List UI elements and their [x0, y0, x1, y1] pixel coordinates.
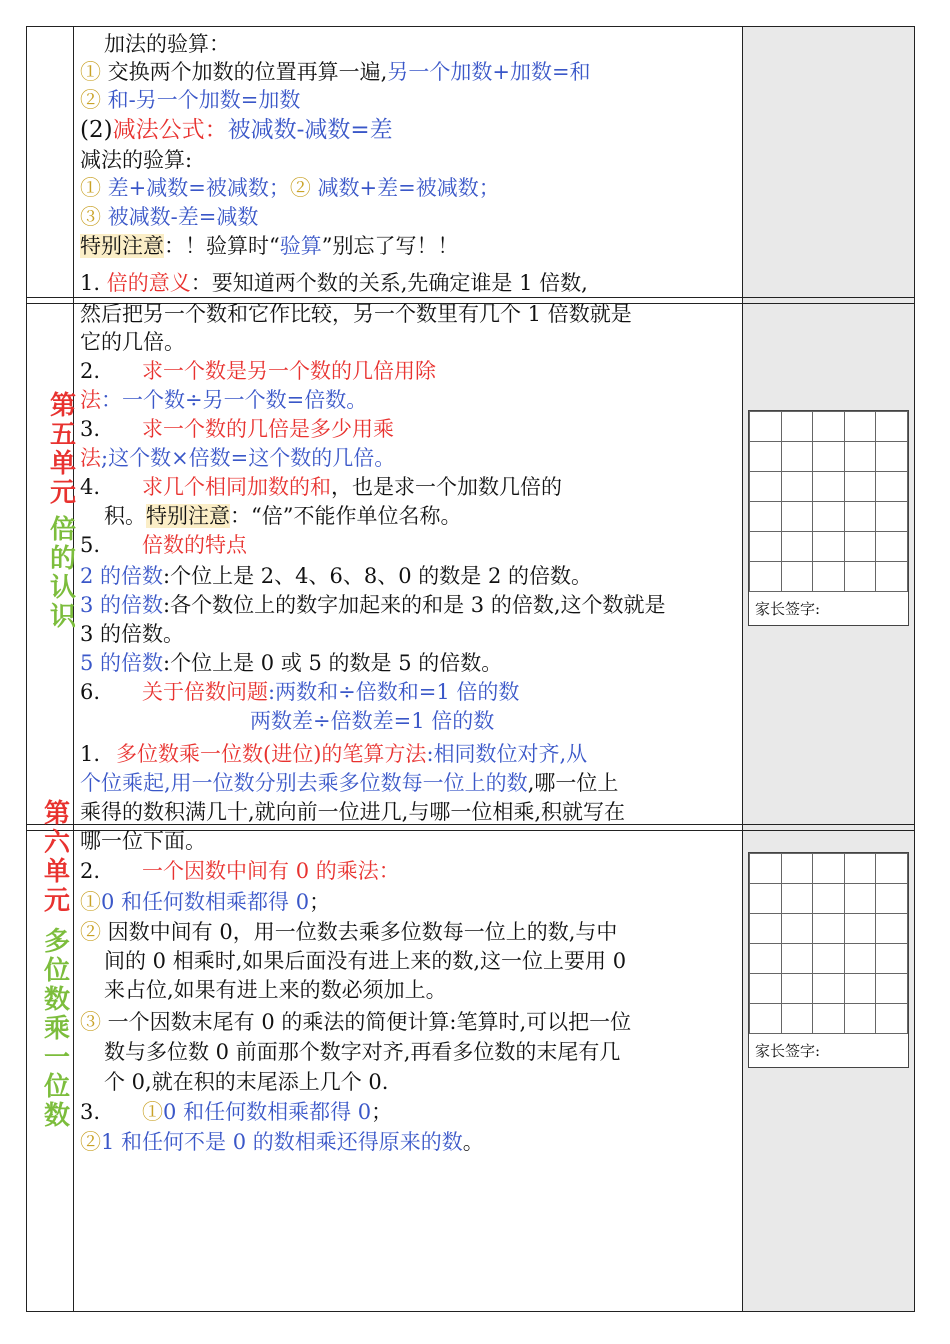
- number: 1.: [80, 742, 101, 766]
- verify-subtraction-heading: 减法的验算:: [80, 148, 193, 172]
- text: ；: [371, 1100, 393, 1124]
- formula: 减数+差=被减数；: [310, 176, 500, 200]
- circled-number: ③: [80, 205, 101, 229]
- label: 法: [80, 446, 101, 470]
- unit5-line-1: 然后把另一个数和它作比较，另一个数里有几个 1 倍数就是: [80, 302, 632, 326]
- unit5-title: [46, 392, 80, 632]
- unit5-item-5: [80, 531, 247, 559]
- title-char: 多: [43, 927, 70, 957]
- title-char: 六: [43, 828, 70, 858]
- unit6-rule-2-cont: 间的 0 相乘时,如果后面没有进上来的数,这一位上要用 0: [104, 949, 627, 973]
- text: 积。: [104, 504, 146, 528]
- label: 一个因数中间有 0 的乘法：: [142, 859, 400, 883]
- unit6-item-2: [80, 857, 400, 885]
- number: 3.: [80, 1100, 101, 1124]
- unit6-rule-2-cont2: 来占位,如果有进上来的数必须加上。: [104, 978, 447, 1002]
- unit5-item-4-cont: [104, 502, 461, 530]
- label: 求一个数是另一个数的几倍用除: [142, 359, 437, 383]
- multiple-meaning: [80, 269, 588, 297]
- circled-number: ②: [289, 176, 311, 200]
- unit6-item-3-rule-2: [80, 1128, 484, 1156]
- unit6-rule-1: [80, 888, 330, 916]
- label: 倍的意义: [106, 271, 191, 295]
- formula: ;这个数×倍数=这个数的几倍。: [101, 446, 396, 470]
- title-char: 五: [49, 420, 76, 450]
- text: 。: [462, 1130, 484, 1154]
- text: ：“倍”不能作单位名称。: [230, 504, 462, 528]
- text: :个位上是 0 或 5 的数是 5 的倍数。: [163, 651, 503, 675]
- unit5-line-2: 它的几倍。: [80, 330, 185, 354]
- title-char: 一: [43, 1043, 70, 1073]
- multiple-of-5: [80, 649, 502, 677]
- formula: 差+减数=被减数；: [101, 176, 290, 200]
- label: 求一个数的几倍是多少用乘: [142, 417, 395, 441]
- unit6-rule-2: [80, 918, 617, 946]
- text: :各个数位上的数字加起来的和是 3 的倍数,这个数就是: [163, 593, 666, 617]
- unit6-title: [40, 800, 74, 1131]
- text: ；: [309, 890, 331, 914]
- title-char: 乘: [43, 1014, 70, 1044]
- formula: :两数和÷倍数和=1 倍的数: [268, 680, 520, 704]
- label: 倍数的特点: [142, 533, 248, 557]
- multiple-of-2: [80, 562, 592, 590]
- multiple-of-3: [80, 591, 666, 619]
- circled-number: ①: [142, 1100, 164, 1124]
- title-char: 识: [49, 602, 76, 632]
- circled-number: ②: [80, 1130, 101, 1154]
- unit6-method-1-line2: [80, 769, 618, 797]
- text: ，也是求一个加数几倍的: [331, 475, 563, 499]
- rule: 1 和任何不是 0 的数相乘还得原来的数: [101, 1130, 463, 1154]
- title-char: 的: [49, 544, 76, 574]
- text: ”别忘了写！！: [321, 234, 459, 258]
- highlight: 特别注意: [146, 504, 230, 528]
- text: :相同数位对齐,从: [426, 742, 588, 766]
- text: ,哪一位上: [527, 771, 619, 795]
- special-note: [80, 232, 459, 260]
- unit6-method-1-line3: 乘得的数积满几十,就向前一位进几,与哪一位相乘,积就写在: [80, 800, 626, 824]
- label: 法: [80, 388, 101, 412]
- practice-grid-unit5: [748, 410, 909, 626]
- unit5-item-6: [80, 678, 519, 706]
- title-char: 倍: [49, 515, 76, 545]
- title-char: 数: [43, 1101, 70, 1131]
- subtraction-formula: [80, 116, 393, 144]
- text: ：！验算时“: [164, 234, 280, 258]
- formula: 和-另一个加数=加数: [101, 88, 301, 112]
- circled-number: ①: [80, 176, 101, 200]
- highlight: 特别注意: [80, 234, 164, 258]
- text: 交换两个加数的位置再算一遍,: [101, 60, 388, 84]
- parent-signature-field[interactable]: 家长签字:: [755, 600, 821, 618]
- title-char: 单: [43, 857, 70, 887]
- unit5-item-3: [80, 415, 394, 443]
- number: 5.: [80, 533, 101, 557]
- subtraction-check-2: [80, 203, 258, 231]
- label: 关于倍数问题: [142, 680, 269, 704]
- text: 验算: [279, 234, 322, 258]
- circled-number: ①: [80, 60, 101, 84]
- unit6-rule-3: [80, 1008, 631, 1036]
- difference-formula: 两数差÷倍数差=1 倍的数: [250, 709, 495, 733]
- text: 一个因数末尾有 0 的乘法的简便计算:笔算时,可以把一位: [101, 1010, 632, 1034]
- title-char: 元: [43, 886, 70, 916]
- formula: 被减数-差=减数: [101, 205, 259, 229]
- unit5-multiplication-formula: [80, 444, 395, 472]
- number: 1.: [80, 271, 107, 295]
- side-column-divider: [742, 26, 743, 1312]
- unit5-item-4: [80, 473, 562, 501]
- label: 多位数乘一位数(进位)的笔算方法: [116, 742, 427, 766]
- verify-addition-heading: 加法的验算：: [104, 32, 230, 56]
- number: (2): [80, 117, 113, 143]
- addition-check-1: [80, 58, 591, 86]
- title-char: 单: [49, 449, 76, 479]
- number: 3.: [80, 417, 101, 441]
- label: 求几个相同加数的和: [142, 475, 332, 499]
- title-char: 位: [43, 956, 70, 986]
- title-char: 位: [43, 1072, 70, 1102]
- text: :个位上是 2、4、6、8、0 的数是 2 的倍数。: [163, 564, 592, 588]
- number: 2.: [80, 359, 101, 383]
- unit6-method-1-line4: 哪一位下面。: [80, 829, 206, 853]
- circled-number: ③: [80, 1010, 101, 1034]
- text: 因数中间有 0，用一位数去乘多位数每一位上的数,与中: [101, 920, 618, 944]
- formula: 被减数-减数=差: [227, 117, 393, 143]
- title-char: 认: [49, 573, 76, 603]
- circled-number: ①: [80, 890, 101, 914]
- label: 2 的倍数: [80, 564, 164, 588]
- title-char: 第: [43, 799, 70, 829]
- practice-grid-unit6: [748, 852, 909, 1068]
- title-char: 第: [49, 391, 76, 421]
- unit6-item-3: [80, 1098, 392, 1126]
- unit6-rule-3-cont: 数与多位数 0 前面那个数字对齐,再看多位数的末尾有几: [104, 1040, 621, 1064]
- label: 减法公式：: [112, 117, 228, 143]
- number: 2.: [80, 859, 101, 883]
- label: 5 的倍数: [80, 651, 164, 675]
- unit6-rule-3-cont2: 个 0,就在积的末尾添上几个 0.: [104, 1070, 389, 1094]
- row-divider-1a: [26, 297, 915, 298]
- rule: 0 和任何数相乘都得 0: [163, 1100, 372, 1124]
- parent-signature-field[interactable]: 家长签字:: [755, 1042, 821, 1060]
- unit6-method-1: [80, 740, 587, 768]
- title-char: 数: [43, 985, 70, 1015]
- circled-number: ②: [80, 88, 101, 112]
- text: ：要知道两个数的关系,先确定谁是 1 倍数,: [190, 271, 588, 295]
- title-char: 元: [49, 478, 76, 508]
- multiple-of-3-cont: 3 的倍数。: [80, 622, 185, 646]
- unit5-item-2: [80, 357, 436, 385]
- circled-number: ②: [80, 920, 101, 944]
- text: 个位乘起,用一位数分别去乘多位数每一位上的数: [80, 771, 528, 795]
- addition-check-2: [80, 86, 300, 114]
- label: 3 的倍数: [80, 593, 164, 617]
- number: 4.: [80, 475, 101, 499]
- subtraction-check-1: [80, 174, 500, 202]
- unit5-division-formula: [80, 386, 367, 414]
- rule: 0 和任何数相乘都得 0: [101, 890, 310, 914]
- formula: 另一个加数+加数=和: [387, 60, 591, 84]
- number: 6.: [80, 680, 101, 704]
- formula: ：一个数÷另一个数=倍数。: [101, 388, 368, 412]
